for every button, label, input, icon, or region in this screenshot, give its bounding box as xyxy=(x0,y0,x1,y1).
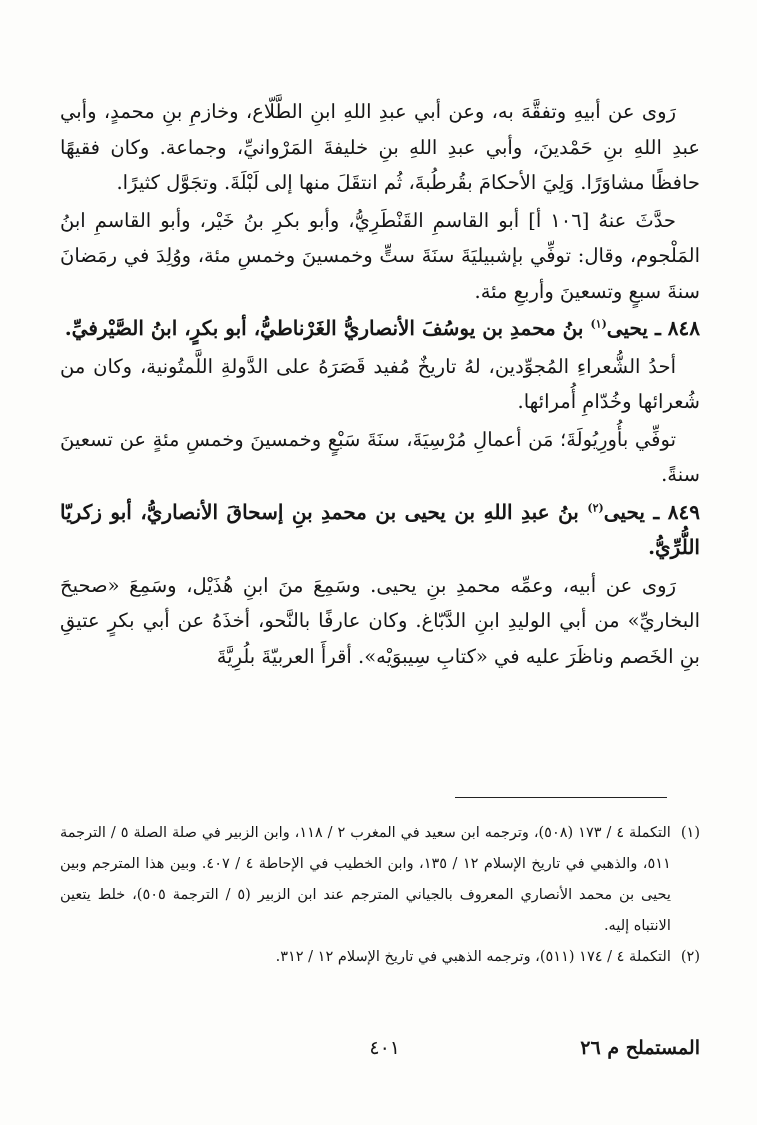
footnote xyxy=(60,942,700,973)
entry-name: بنُ عبدِ اللهِ بن يحيى بن محمدِ بنِ إسحاقَ الأنصاريُّ، أبو زكريّا اللُّرِّيُّ. xyxy=(60,499,700,559)
entry-heading xyxy=(60,311,700,347)
page-number: ٤٠١ xyxy=(369,1037,400,1059)
paragraph: رَوى عن أبيه، وعمِّه محمدِ بنِ يحيى. وسَمِعَ منَ ابنِ هُذَيْل، وسَمِعَ «صحيحَ البخاريِّ» من أبي الوليدِ ابنِ الدَّبّاغ. وكان عارفًا بالنَّحو، أخذَهُ عن أبي بكرٍ عتيقِ بنِ الخَصم وناظَرَ عليه في «كتابِ سِيبوَيْه». أقرأَ العربيّةَ بلُرِيَّةَ xyxy=(60,573,700,668)
footnote xyxy=(60,818,700,942)
signature-mark: المستملح م ٢٦ xyxy=(580,1037,700,1059)
footnote-number: (٢) xyxy=(680,949,700,965)
entry-number: ٨٤٩ ـ يحيى xyxy=(603,499,701,524)
footnote-text: التكملة ٤ / ١٧٤ (٥١١)، وترجمه الذهبي في تاريخ الإسلام ١٢ / ٣١٢. xyxy=(275,949,671,965)
entry-number: ٨٤٨ ـ يحيى xyxy=(606,316,700,340)
entry-name: بنُ محمدِ بن يوسُفَ الأنصاريُّ الغَرْناطيُّ، أبو بكرٍ، ابنُ الصَّيْرفيِّ. xyxy=(64,316,584,340)
page-footer xyxy=(60,1037,700,1071)
paragraph: رَوى عن أبيهِ وتفقَّهَ به، وعن أبي عبدِ اللهِ ابنِ الطَّلّاع، وخازمِ بنِ محمدٍ، وأبي عبدِ اللهِ بنِ حَمْدينَ، وأبي عبدِ اللهِ بنِ خليفةَ المَرْوانيِّ، وجماعة. وكان فقيهًا حافظًا مشاوَرًا. وَلِيَ الأحكامَ بقُرطُبةَ، ثُم انتقَلَ منها إلى لَبْلَةَ. وتجَوَّل كثيرًا. xyxy=(60,100,700,194)
footnote-text: التكملة ٤ / ١٧٣ (٥٠٨)، وترجمه ابن سعيد في المغرب ٢ / ١١٨، وابن الزبير في صلة الصلة ٥ / الترجمة ٥١١، والذهبي في تاريخ الإسلام ١٢ / ١٣٥، وابن الخطيب في الإحاطة ٤ / ٤٠٧. وبين هذا المترجم وبين يحيى بن محمد الأنصاري المعروف بالجياني المترجم عند ابن الزبير (٥ / الترجمة ٥٠٥)، خلط يتعين الانتباه إليه. xyxy=(60,825,671,934)
footnote-marker: (١) xyxy=(590,317,607,331)
paragraph: أحدُ الشُّعراءِ المُجوِّدين، لهُ تاريخٌ مُفيد قَصَرَهُ على الدَّولةِ اللَّمتُونية، وكان من شُعرائها وخُدّامِ أُمرائها. xyxy=(60,354,700,413)
footnote-marker: (٢) xyxy=(587,500,604,514)
footnote-number: (١) xyxy=(680,825,700,841)
footnote-divider xyxy=(455,797,667,798)
paragraph: توفِّي بأُورِيُولَةَ؛ مَن أعمالِ مُرْسِيَةَ، سنَةَ سَبْعٍ وخمسينَ وخمسِ مئةٍ عن تسعينَ سنةً. xyxy=(60,427,700,486)
entry-heading xyxy=(60,495,700,566)
footnotes xyxy=(60,818,700,973)
paragraph: حدَّثَ عنهُ [١٠٦ أ] أبو القاسمِ القَنْطَرِيُّ، وأبو بكرِ بنُ خَيْر، وأبو القاسمِ ابنُ المَلْجوم، وقال: توفِّي بإشبيليَةَ سنَةَ ستٍّ وخمسينَ وخمسِ مئة، ووُلِدَ في رمَضانَ سنةَ سبعٍ وتسعينَ وأربعِ مئة. xyxy=(60,208,700,303)
main-text xyxy=(60,94,700,676)
